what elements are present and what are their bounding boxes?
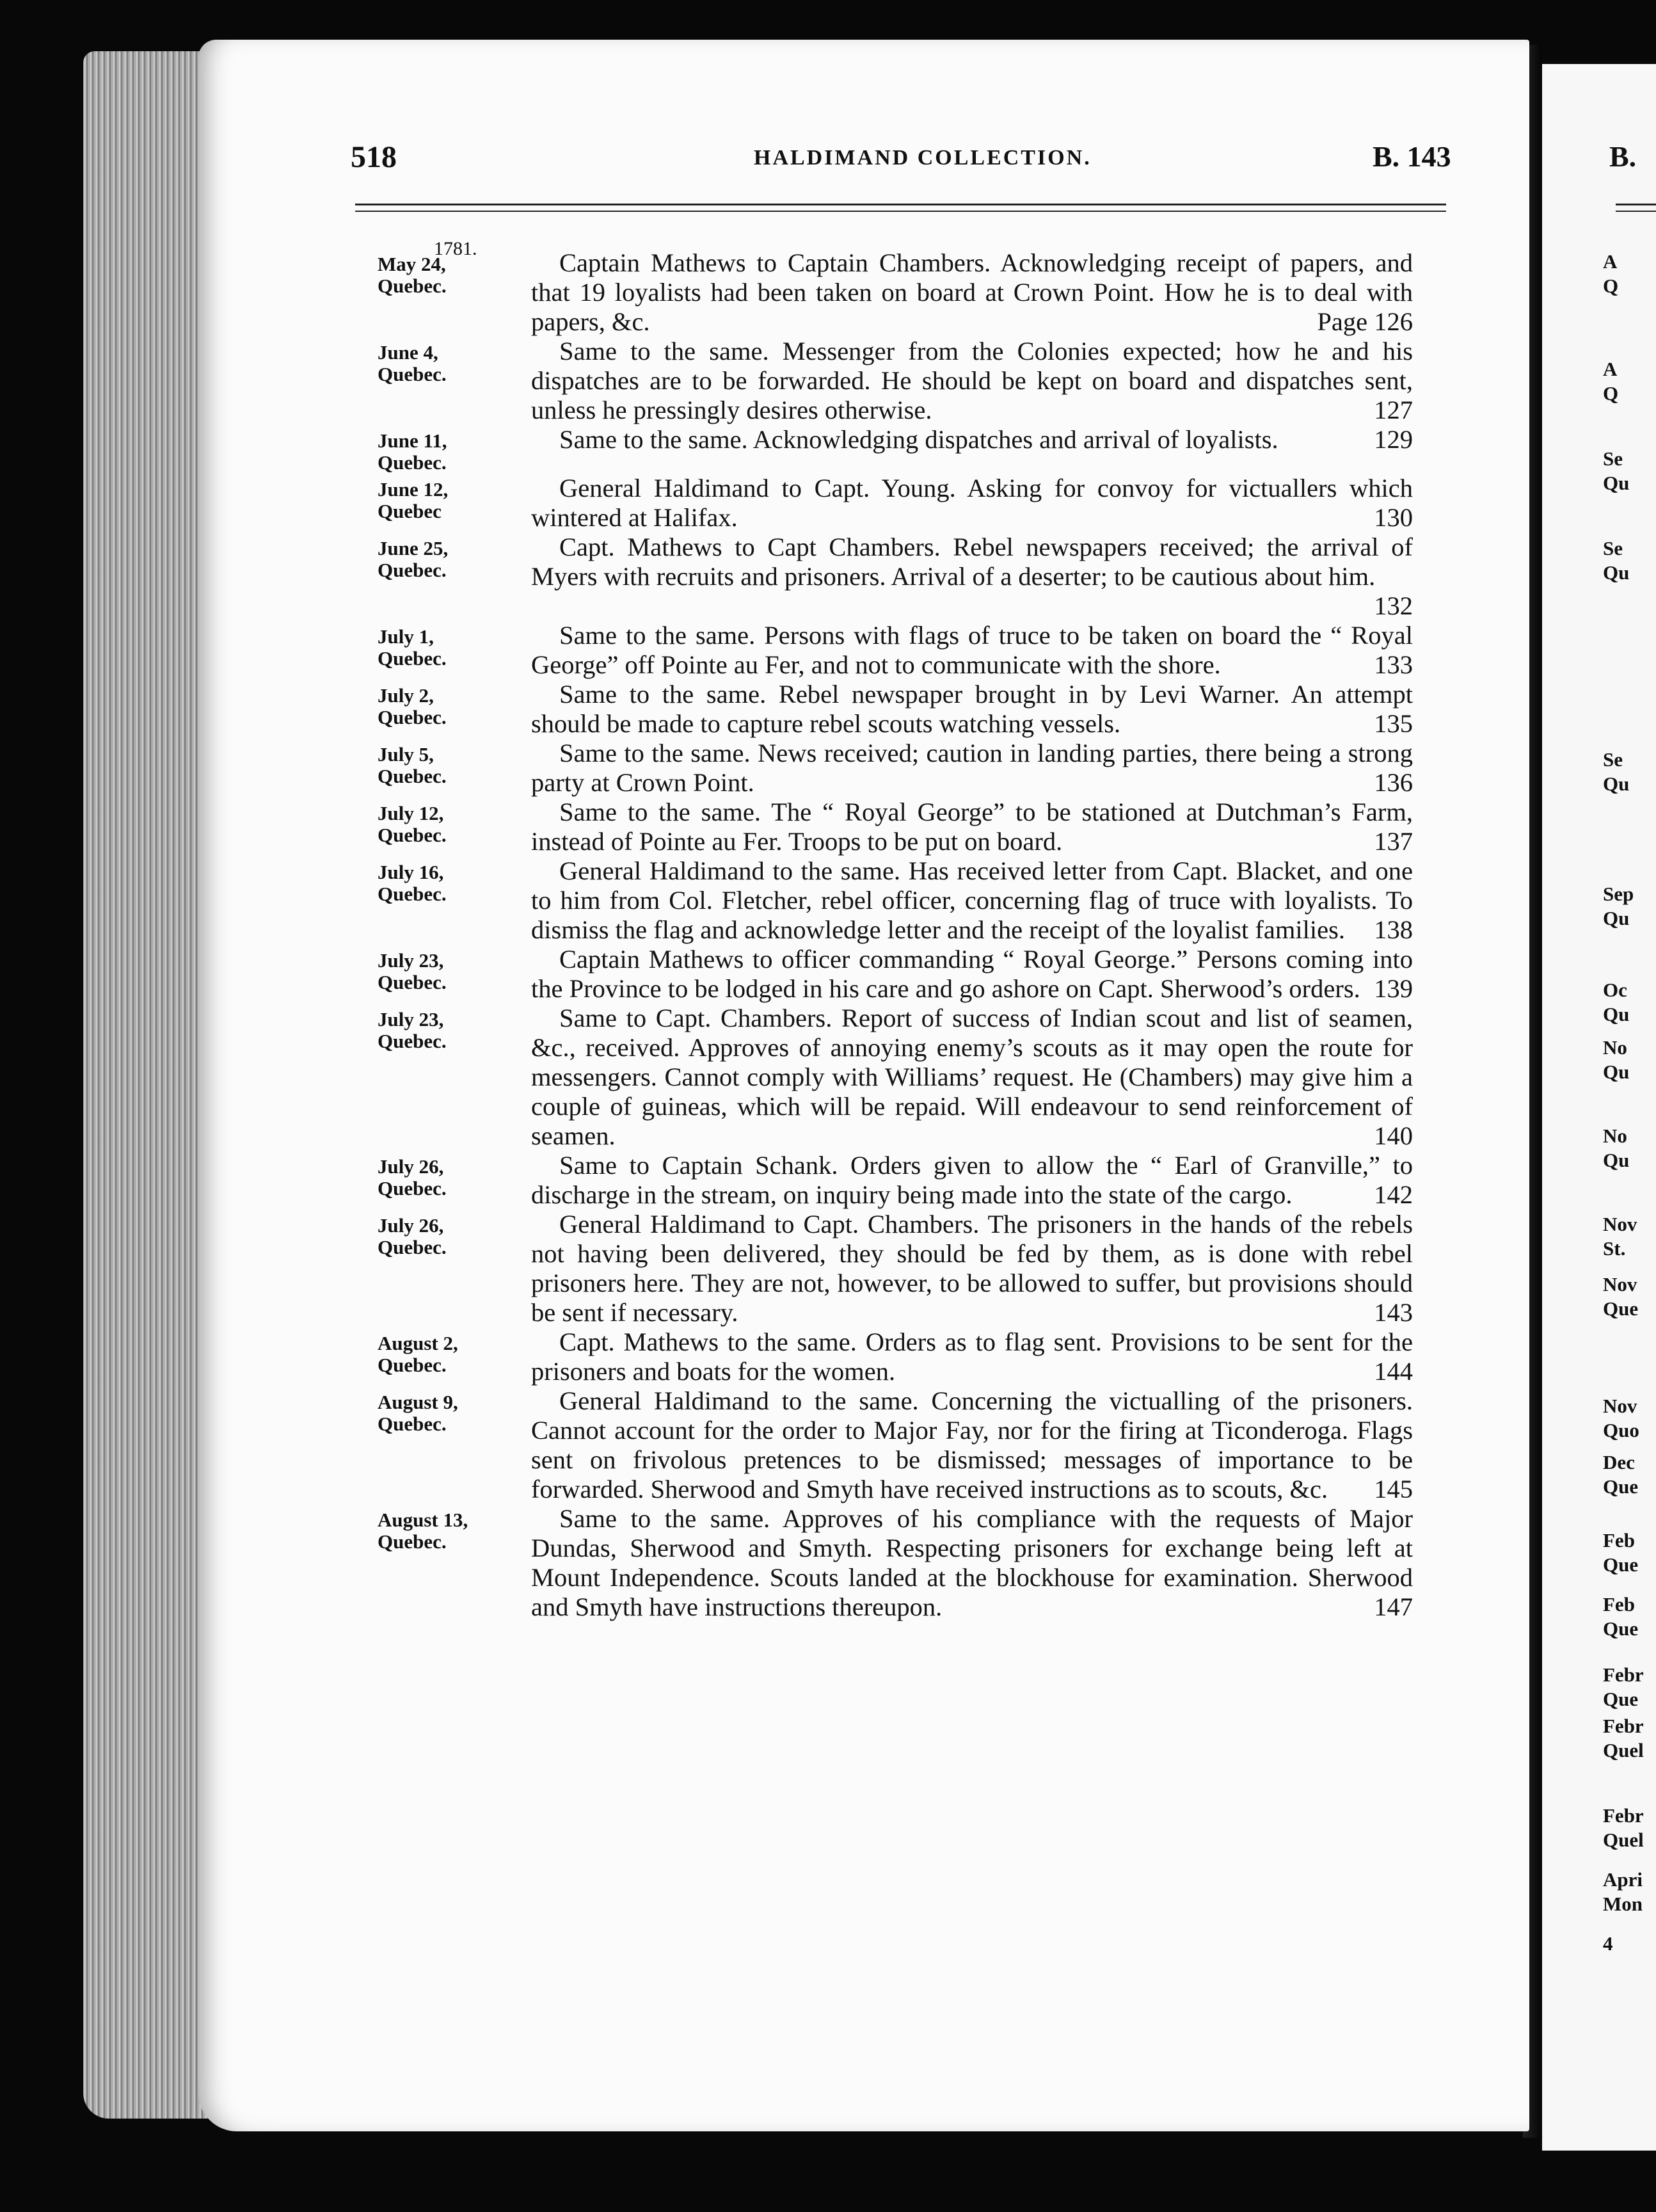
entry-summary: Same to the same. Approves of his compliance with the requests of Major Dundas, Sherwood and Smyth. Respecting prisoners for exchange being left at Mount Independence. Scouts landed at the blockhouse for examination. Sherwood and Smyth have instructions thereupon. (531, 1504, 1413, 1621)
entry-text (531, 797, 1413, 856)
facing-margin-fragment: Qu (1603, 472, 1630, 494)
entry-place: Quebec. (378, 275, 447, 297)
facing-margin-fragment: Se (1603, 748, 1623, 771)
facing-page-header: B. (1609, 140, 1637, 173)
entry-page-ref: 127 (1374, 396, 1413, 424)
facing-margin-fragment: Nov (1603, 1395, 1637, 1417)
calendar-entries (378, 248, 1427, 1622)
entry-summary: Same to Captain Schank. Orders given to allow the “ Earl of Granville,” to discharge in the stream, on inquiry being made into the state of the cargo. (531, 1151, 1413, 1209)
calendar-entry (378, 680, 1427, 739)
entry-date: August 9, (378, 1391, 458, 1413)
entry-summary: General Haldimand to the same. Has received letter from Capt. Blacket, and one to him from Col. Fletcher, rebel officer, concerning flag of truce with loyalists. To dismiss the flag and acknowledge letter and the receipt of the loyalist families. (531, 856, 1413, 944)
calendar-entry (378, 425, 1427, 474)
entry-page-ref: Page 126 (1317, 307, 1413, 336)
entry-date: July 23, (378, 949, 444, 972)
entry-summary: Capt. Mathews to the same. Orders as to flag sent. Provisions to be sent for the prisoners and boats for the women. (531, 1327, 1413, 1386)
facing-margin-fragment: Febr (1603, 1804, 1644, 1827)
entry-margin-note (378, 474, 531, 533)
entry-summary: Capt. Mathews to Capt Chambers. Rebel newspapers received; the arrival of Myers with recruits and prisoners. Arrival of a deserter; to be cautious about him. (531, 533, 1413, 591)
entry-page-ref: 132 (1374, 591, 1413, 620)
entry-text (531, 856, 1413, 945)
entry-place: Quebec. (378, 647, 447, 669)
facing-margin-fragment: Qu (1603, 773, 1630, 795)
entry-margin-note (378, 1151, 531, 1210)
entry-summary: General Haldimand to the same. Concerning the victualling of the prisoners. Cannot account for the order to Major Fay, nor for the firing at Ticonderoga. Flags sent on frivolous pretences to be dismissed; messages of importance to be forwarded. Sherwood and Smyth have received instructions as to scouts, &c. (531, 1386, 1413, 1503)
entry-text (531, 621, 1413, 680)
entry-page-ref: 139 (1374, 974, 1413, 1003)
entry-text (531, 1327, 1413, 1386)
facing-margin-fragment: Que (1603, 1297, 1639, 1320)
entry-page-ref: 147 (1374, 1592, 1413, 1621)
entry-margin-note (378, 1504, 531, 1622)
entry-place: Quebec. (378, 824, 447, 846)
entry-page-ref: 138 (1374, 915, 1413, 944)
entry-summary: Same to the same. Rebel newspaper brought in by Levi Warner. An attempt should be made to capture rebel scouts watching vessels. (531, 680, 1413, 738)
facing-margin-fragment: Nov (1603, 1213, 1637, 1235)
entry-date: July 26, (378, 1214, 444, 1237)
entry-place: Quebec. (378, 706, 447, 728)
calendar-entry (378, 797, 1427, 856)
facing-margin-fragment: Feb (1603, 1593, 1635, 1615)
entry-summary: General Haldimand to Capt. Young. Asking for convoy for victuallers which wintered at Halifax. (531, 474, 1413, 532)
entry-margin-note (378, 248, 531, 337)
entry-date: July 23, (378, 1008, 444, 1030)
entry-text (531, 474, 1413, 533)
facing-margin-fragment: Oc (1603, 979, 1627, 1001)
facing-margin-fragment: Que (1603, 1553, 1639, 1576)
entry-place: Quebec. (378, 971, 447, 993)
header-rule-thin (355, 211, 1446, 212)
entry-page-ref: 140 (1374, 1121, 1413, 1150)
collection-title: HALDIMAND COLLECTION. (754, 146, 1092, 170)
entry-place: Quebec. (378, 363, 447, 385)
entry-margin-note (378, 621, 531, 680)
entry-margin-note (378, 1327, 531, 1386)
calendar-entry (378, 1504, 1427, 1622)
calendar-entry (378, 337, 1427, 425)
facing-margin-fragment: Qu (1603, 907, 1630, 929)
facing-margin-fragment: A (1603, 358, 1618, 380)
entry-date: July 2, (378, 684, 434, 707)
entry-margin-note (378, 1210, 531, 1327)
facing-margin-fragment: Q (1603, 275, 1619, 297)
facing-margin-fragment: No (1603, 1125, 1627, 1147)
facing-header-rule-thin (1616, 211, 1656, 212)
entry-date: June 11, (378, 429, 447, 452)
entry-text (531, 945, 1413, 1004)
facing-margin-fragment: Apri (1603, 1868, 1643, 1891)
facing-margin-fragment: Febr (1603, 1663, 1644, 1686)
entry-page-ref: 144 (1374, 1357, 1413, 1386)
facing-margin-fragment: Nov (1603, 1273, 1637, 1295)
calendar-entry (378, 1386, 1427, 1504)
entry-text (531, 739, 1413, 797)
entry-text (531, 1386, 1413, 1504)
entry-text (531, 1004, 1413, 1151)
calendar-entry (378, 739, 1427, 797)
facing-margin-fragment: Mon (1603, 1893, 1643, 1915)
entry-place: Quebec. (378, 559, 447, 581)
header-rule (355, 204, 1446, 205)
entry-margin-note (378, 425, 531, 474)
entry-date: June 25, (378, 537, 449, 559)
entry-margin-note (378, 533, 531, 621)
facing-margin-fragment: Quel (1603, 1829, 1644, 1851)
calendar-entry (378, 1151, 1427, 1210)
facing-margin-fragment: Febr (1603, 1715, 1644, 1737)
entry-margin-note (378, 1004, 531, 1151)
facing-margin-fragment: No (1603, 1036, 1627, 1059)
entry-margin-note (378, 680, 531, 739)
entry-place: Quebec. (378, 1530, 447, 1553)
facing-margin-fragment: Qu (1603, 1061, 1630, 1083)
facing-margin-fragment: Que (1603, 1617, 1639, 1640)
facing-margin-fragment: St. (1603, 1237, 1626, 1260)
entry-summary: Same to the same. The “ Royal George” to be stationed at Dutchman’s Farm, instead of Pointe au Fer. Troops to be put on board. (531, 797, 1413, 856)
entry-summary: Captain Mathews to officer commanding “ Royal George.” Persons coming into the Province to be lodged in his care and go ashore on Capt. Sherwood’s orders. (531, 945, 1413, 1003)
entry-page-ref: 133 (1374, 650, 1413, 679)
facing-margin-fragment: Quo (1603, 1419, 1639, 1441)
entry-place: Quebec. (378, 765, 447, 787)
facing-margin-fragment: Qu (1603, 1003, 1630, 1025)
facing-margin-fragment: Feb (1603, 1529, 1635, 1551)
facing-header-rule (1616, 204, 1656, 205)
entry-text (531, 533, 1413, 621)
entry-page-ref: 145 (1374, 1475, 1413, 1503)
entry-date: July 26, (378, 1155, 444, 1178)
entry-place: Quebec. (378, 1177, 447, 1199)
entry-margin-note (378, 739, 531, 797)
entry-date: August 2, (378, 1332, 458, 1354)
entry-place: Quebec. (378, 1236, 447, 1258)
facing-margin-fragment: Que (1603, 1475, 1639, 1498)
facing-margin-fragment: Que (1603, 1688, 1639, 1710)
entry-page-ref: 130 (1374, 503, 1413, 532)
entry-margin-note (378, 856, 531, 945)
entry-summary: Same to the same. Acknowledging dispatches and arrival of loyalists. (559, 425, 1278, 454)
entry-page-ref: 142 (1374, 1180, 1413, 1209)
facing-margin-fragment: A (1603, 250, 1618, 273)
entry-page-ref: 143 (1374, 1298, 1413, 1327)
entry-page-ref: 135 (1374, 709, 1413, 738)
calendar-entry (378, 474, 1427, 533)
entry-summary: Same to the same. Messenger from the Colonies expected; how he and his dispatches are to be forwarded. He should be kept on board and dispatches sent, unless he pressingly desires otherwise. (531, 337, 1413, 424)
calendar-entry (378, 1004, 1427, 1151)
entry-place: Quebec. (378, 1030, 447, 1052)
entry-margin-note (378, 945, 531, 1004)
calendar-entry (378, 248, 1427, 337)
entry-summary: Captain Mathews to Captain Chambers. Acknowledging receipt of papers, and that 19 loyalists had been taken on board at Crown Point. How he is to deal with papers, &c. (531, 248, 1413, 336)
entry-text (531, 248, 1413, 337)
calendar-entry (378, 621, 1427, 680)
facing-margin-fragment: Q (1603, 382, 1619, 405)
entry-date: July 5, (378, 743, 434, 765)
entry-date: August 13, (378, 1509, 468, 1531)
facing-margin-fragment: 4 (1603, 1932, 1613, 1955)
entry-date: May 24, (378, 253, 446, 275)
entry-page-ref: 136 (1374, 768, 1413, 797)
calendar-entry (378, 1210, 1427, 1327)
entry-margin-note (378, 797, 531, 856)
facing-margin-fragment: Se (1603, 537, 1623, 559)
entry-place: Quebec. (378, 1354, 447, 1376)
year-label: 1781. (434, 238, 477, 259)
entry-summary: Same to the same. News received; caution in landing parties, there being a strong party at Crown Point. (531, 739, 1413, 797)
facing-margin-fragment: Se (1603, 447, 1623, 470)
entry-place: Quebec. (378, 1413, 447, 1435)
entry-date: July 1, (378, 625, 434, 648)
calendar-entry (378, 945, 1427, 1004)
entry-text (531, 1151, 1413, 1210)
entry-margin-note (378, 1386, 531, 1504)
entry-page-ref: 129 (1374, 425, 1413, 454)
entry-text (531, 680, 1413, 739)
entry-date: June 12, (378, 478, 449, 501)
entry-text (531, 337, 1413, 425)
book-page-edges (83, 51, 211, 2119)
entry-place: Quebec (378, 500, 442, 522)
entry-date: July 12, (378, 802, 444, 824)
entry-text (531, 1210, 1413, 1327)
page-number: 518 (351, 140, 397, 174)
calendar-entry (378, 1327, 1427, 1386)
entry-place: Quebec. (378, 883, 447, 905)
entry-date: June 4, (378, 341, 438, 364)
facing-margin-fragment: Sep (1603, 883, 1634, 905)
calendar-entry (378, 533, 1427, 621)
entry-margin-note (378, 337, 531, 425)
facing-margin-fragment: Qu (1603, 1149, 1630, 1171)
entry-page-ref: 137 (1374, 827, 1413, 856)
entry-date: July 16, (378, 861, 444, 883)
entry-summary: Same to the same. Persons with flags of truce to be taken on board the “ Royal George” off Pointe au Fer, and not to communicate with the shore. (531, 621, 1413, 679)
volume-label: B. 143 (1373, 140, 1451, 173)
entry-text (531, 425, 1413, 474)
entry-text (531, 1504, 1413, 1622)
facing-margin-fragment: Quel (1603, 1739, 1644, 1761)
facing-margin-fragment: Dec (1603, 1451, 1635, 1473)
entry-place: Quebec. (378, 451, 447, 474)
facing-margin-fragment: Qu (1603, 561, 1630, 584)
entry-summary: General Haldimand to Capt. Chambers. The prisoners in the hands of the rebels not having been delivered, they should be fed by them, as is done with rebel prisoners here. They are not, however, to be allowed to suffer, but provisions should be sent if necessary. (531, 1210, 1413, 1327)
calendar-entry (378, 856, 1427, 945)
entry-summary: Same to Capt. Chambers. Report of success of Indian scout and list of seamen, &c., received. Approves of annoying enemy’s scouts as it may open the route for messengers. Cannot comply with Williams’ request. He (Chambers) may give him a couple of guineas, which will be repaid. Will endeavour to send reinforcement of seamen. (531, 1004, 1413, 1150)
